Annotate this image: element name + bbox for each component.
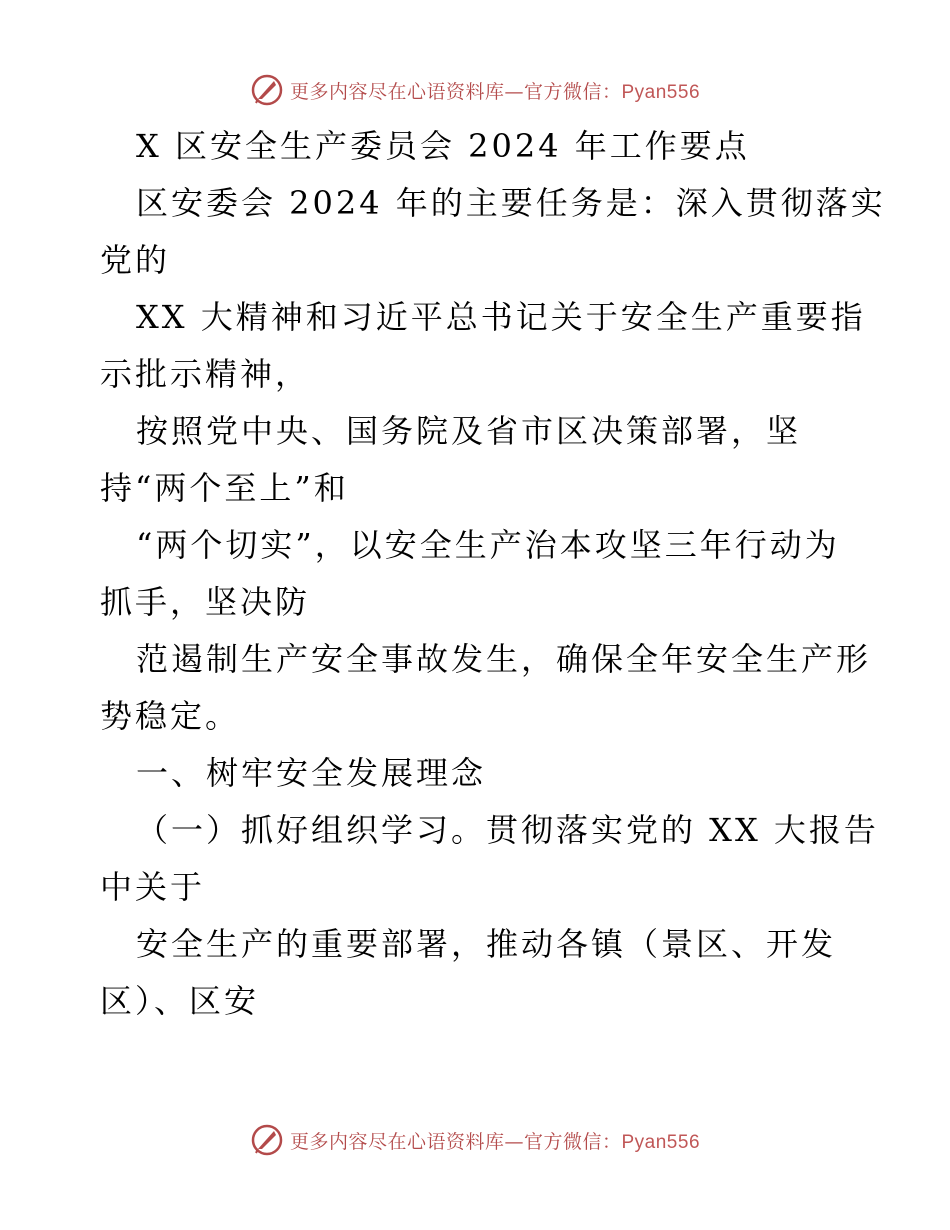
document-line: 安全生产的重要部署，推动各镇（景区、开发 [136,925,837,963]
document-line: （一）抓好组织学习。贯彻落实党的 XX 大报告 [136,811,879,849]
document-line: “两个切实”，以安全生产治本攻坚三年行动为 [136,526,840,564]
watermark-wechat-id: Pyan556 [621,1131,701,1153]
document-line: 党的 [100,241,171,279]
quill-pen-logo-icon [250,1123,284,1157]
document-line: 抓手，坚决防 [100,583,311,621]
document-line: 示批示精神， [100,355,311,393]
watermark-text: 更多内容尽在心语资料库—官方微信：Pyan556 [289,80,701,103]
watermark-wechat-id: Pyan556 [621,81,701,103]
document-body [100,118,886,1030]
watermark-text: 更多内容尽在心语资料库—官方微信：Pyan556 [289,1130,701,1153]
document-line: 势稳定。 [100,697,241,735]
document-line: 持“两个至上”和 [100,469,349,507]
document-line: 一、树牢安全发展理念 [136,754,487,792]
document-line: 中关于 [100,868,206,906]
document-line: 按照党中央、国务院及省市区决策部署，坚 [136,412,802,450]
document-line: 范遏制生产安全事故发生，确保全年安全生产形 [136,640,872,678]
document-line: X 区安全生产委员会 2024 年工作要点 [136,127,750,165]
document-line: 区安委会 2024 年的主要任务是：深入贯彻落实 [136,184,886,222]
watermark-banner-top [0,70,950,110]
watermark-banner-bottom [0,1120,950,1160]
document-line: XX 大精神和习近平总书记关于安全生产重要指 [136,298,866,336]
quill-pen-logo-icon [250,73,284,107]
document-line: 区）、区安 [100,982,260,1020]
